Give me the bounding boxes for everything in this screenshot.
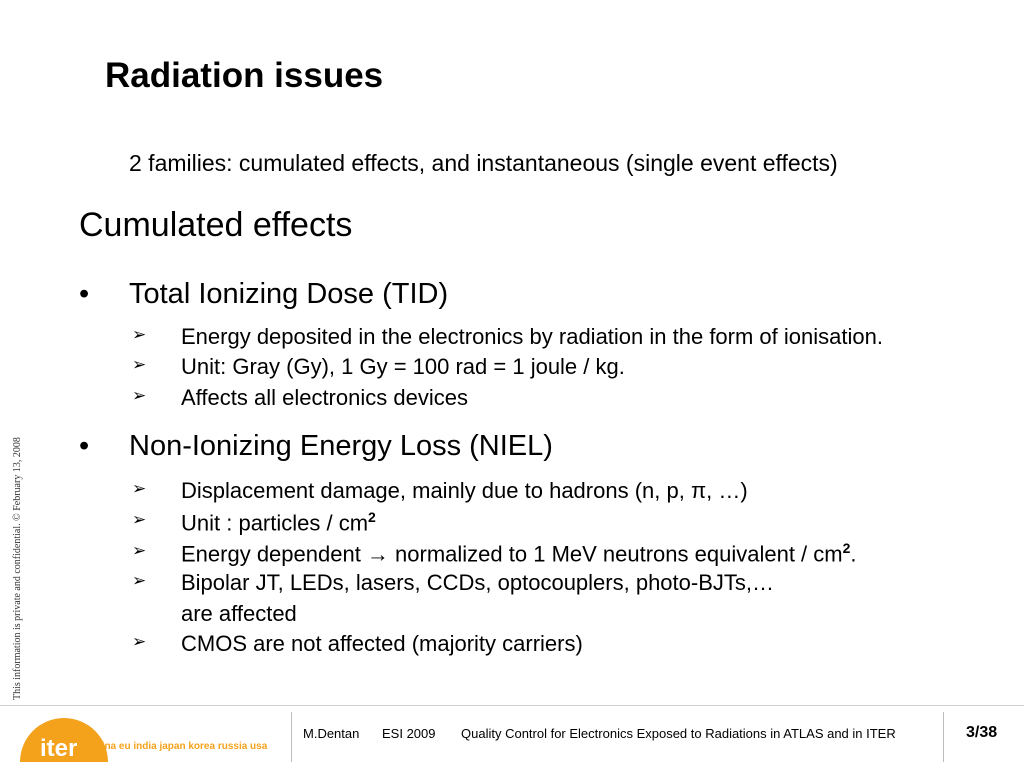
superscript: 2 xyxy=(368,509,376,525)
niel-item-5-text: CMOS are not affected (majority carriers) xyxy=(181,631,583,656)
intro-text: 2 families: cumulated effects, and instantaneous (single event effects) xyxy=(129,150,838,176)
arrow-bullet-icon: ➢ xyxy=(132,510,147,530)
confidentiality-notice: This information is private and confidential. © February 13, 2008 xyxy=(12,437,23,700)
niel-item-4-line-1: Bipolar JT, LEDs, lasers, CCDs, optocouplers, photo-BJTs,… xyxy=(181,570,775,595)
arrow-bullet-icon: ➢ xyxy=(132,571,147,591)
arrow-bullet-icon: ➢ xyxy=(132,632,147,652)
arrow-bullet-icon: ➢ xyxy=(132,325,147,345)
bullet-dot: • xyxy=(79,278,90,310)
niel-item-4-line-2: are affected xyxy=(181,601,297,626)
bullet-niel-label: Non-Ionizing Energy Loss (NIEL) xyxy=(129,430,553,462)
tid-item-2-text: Unit: Gray (Gy), 1 Gy = 100 rad = 1 joule / kg. xyxy=(181,354,625,379)
page-number: 3/38 xyxy=(966,724,998,741)
arrow-bullet-icon: ➢ xyxy=(132,479,147,499)
slide-title: Radiation issues xyxy=(105,56,384,95)
bullet-tid-label: Total Ionizing Dose (TID) xyxy=(129,278,449,310)
arrow-bullet-icon: ➢ xyxy=(132,355,147,375)
arrow-bullet-icon: ➢ xyxy=(132,541,147,561)
footer-author: M.Dentan xyxy=(303,726,360,741)
footer-event: ESI 2009 xyxy=(382,726,436,741)
section-heading: Cumulated effects xyxy=(79,206,353,244)
niel-item-2-main: Unit : particles / cm xyxy=(181,510,369,536)
footer-separator xyxy=(291,712,292,762)
footer-divider xyxy=(0,705,1024,706)
logo-wordmark: iter xyxy=(40,735,78,762)
footer-separator xyxy=(943,712,944,762)
niel-item-3-main: Energy dependent → normalized to 1 MeV neutrons equivalent / cm xyxy=(181,541,843,567)
tid-item-3-text: Affects all electronics devices xyxy=(181,385,468,410)
niel-item-2-text xyxy=(181,509,376,536)
niel-item-3-end: . xyxy=(850,541,857,567)
superscript: 2 xyxy=(842,540,851,556)
niel-item-1-text: Displacement damage, mainly due to hadrons (n, p, π, …) xyxy=(181,478,748,503)
footer-talk-title: Quality Control for Electronics Exposed to Radiations in ATLAS and in ITER xyxy=(461,726,896,741)
niel-item-3-text xyxy=(181,540,857,567)
bullet-dot: • xyxy=(79,430,90,462)
arrow-bullet-icon: ➢ xyxy=(132,386,147,406)
logo-tagline: china eu india japan korea russia usa xyxy=(90,741,268,752)
tid-item-1-text: Energy deposited in the electronics by radiation in the form of ionisation. xyxy=(181,324,883,349)
iter-logo xyxy=(12,712,312,762)
